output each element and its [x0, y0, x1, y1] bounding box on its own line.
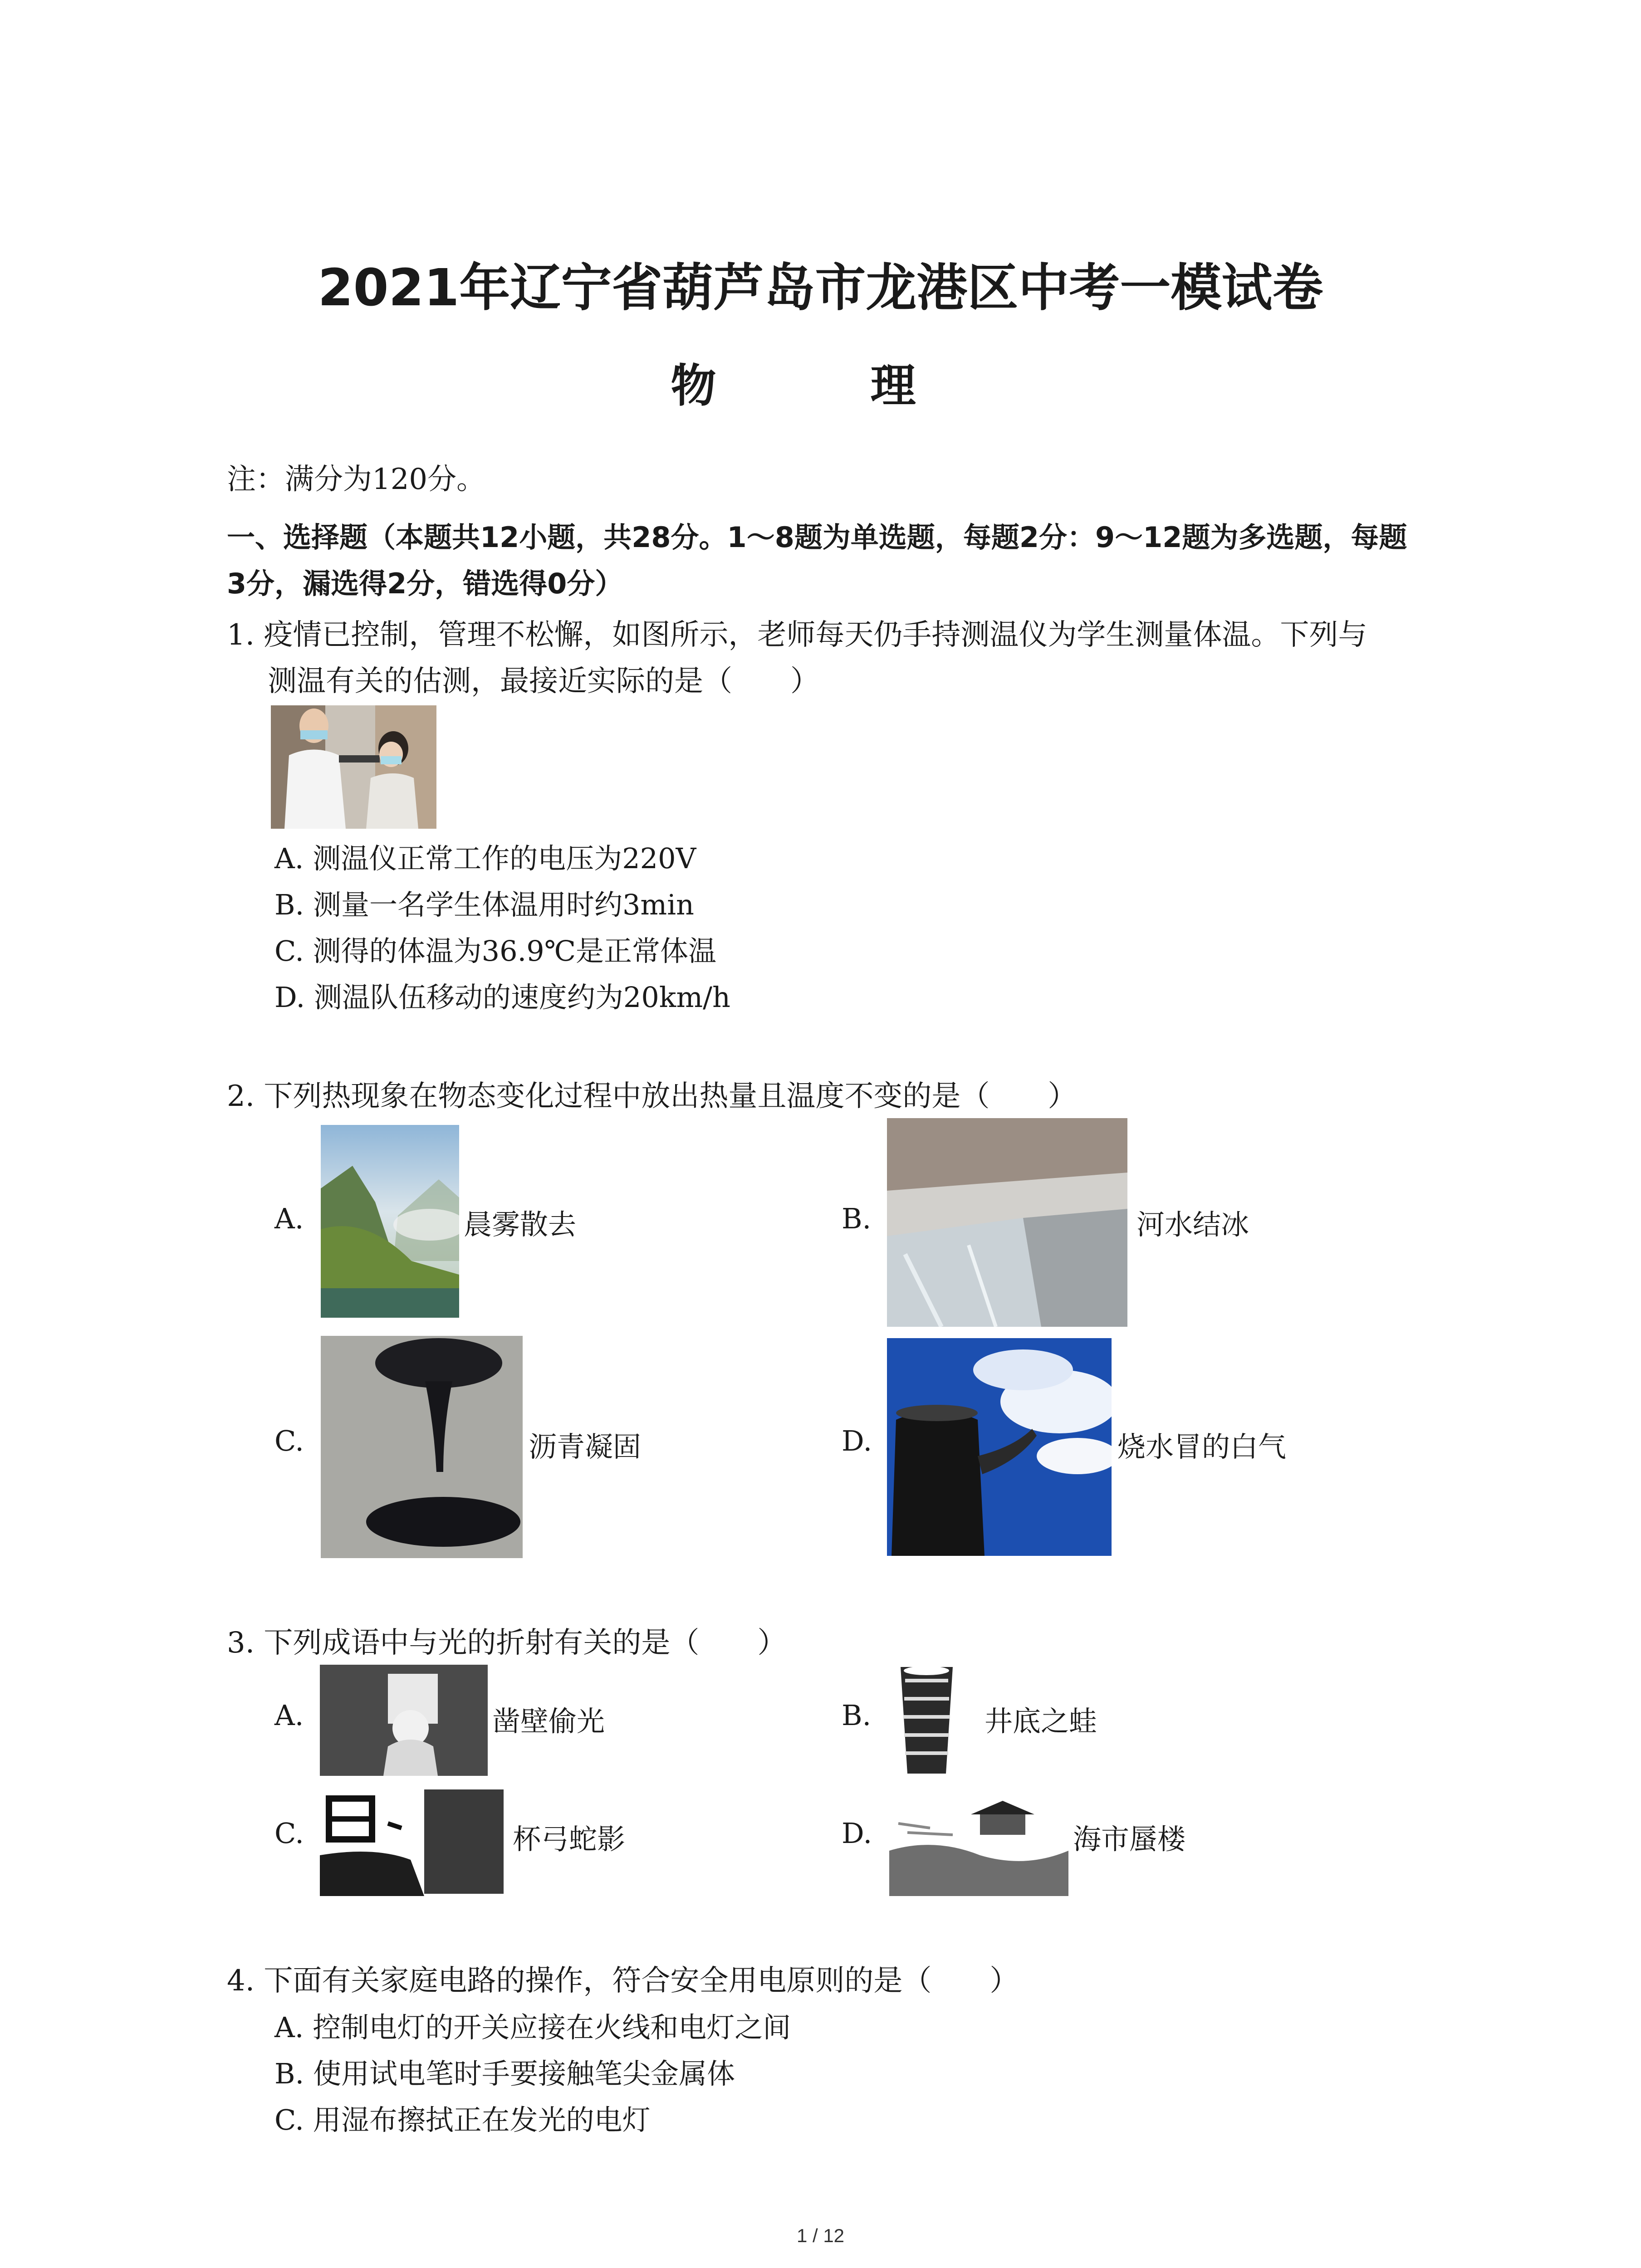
q4-option-c: C. 用湿布擦拭正在发光的电灯 — [274, 2103, 651, 2136]
q1-option-d: D. 测温队伍移动的速度约为20km/h — [274, 981, 730, 1014]
q2-option-c-letter: C. — [274, 1424, 304, 1457]
q3-option-a-text: 凿壁偷光 — [492, 1705, 605, 1738]
temperature-check-illustration — [271, 705, 436, 829]
q2-stem: 2. 下列热现象在物态变化过程中放出热量且温度不变的是（ ） — [227, 1080, 1077, 1113]
q2-kettle-steam-photo — [887, 1338, 1112, 1556]
subject-title: 物 理 — [671, 359, 970, 412]
q1-option-c: C. 测得的体温为36.9℃是正常体温 — [274, 934, 717, 968]
well-frog-illustration — [896, 1662, 957, 1778]
q2-option-d-letter: D. — [842, 1424, 872, 1457]
q3-option-b-letter: B. — [842, 1699, 872, 1732]
wall-light-illustration — [320, 1665, 488, 1776]
q2-option-b-letter: B. — [842, 1202, 872, 1235]
q1-stem-line2: 测温有关的估测，最接近实际的是（ ） — [268, 665, 819, 698]
bow-snake-illustration — [320, 1783, 506, 1896]
q2-option-d-text: 烧水冒的白气 — [1117, 1430, 1287, 1463]
page-number: 1 / 12 — [796, 2225, 845, 2246]
q2-morning-fog-photo — [321, 1125, 459, 1318]
q4-option-a: A. 控制电灯的开关应接在火线和电灯之间 — [274, 2011, 791, 2044]
q2-option-a-text: 晨雾散去 — [464, 1208, 577, 1241]
q1-option-b: B. 测量一名学生体温用时约3min — [274, 888, 694, 921]
q4-stem: 4. 下面有关家庭电路的操作，符合安全用电原则的是（ ） — [227, 1964, 1019, 1998]
river-ice-illustration — [887, 1118, 1127, 1327]
q3-option-c-letter: C. — [274, 1817, 304, 1850]
q3-stem: 3. 下列成语中与光的折射有关的是（ ） — [227, 1626, 787, 1660]
q3-option-c-text: 杯弓蛇影 — [513, 1823, 626, 1856]
exam-title: 2021年辽宁省葫芦岛市龙港区中考一模试卷 — [318, 259, 1323, 318]
q1-stem-line1: 1. 疫情已控制，管理不松懈，如图所示，老师每天仍手持测温仪为学生测量体温。下列与 — [227, 618, 1367, 652]
q3-mirage-drawing — [889, 1783, 1068, 1896]
q2-option-b-text: 河水结冰 — [1136, 1208, 1249, 1241]
q4-option-b: B. 使用试电笔时手要接触笔尖金属体 — [274, 2057, 735, 2090]
q2-option-c-text: 沥青凝固 — [529, 1430, 642, 1463]
asphalt-pour-illustration — [321, 1336, 523, 1558]
q3-bow-snake-drawing — [320, 1783, 506, 1896]
q1-temperature-check-photo — [271, 705, 436, 829]
morning-fog-illustration — [321, 1125, 459, 1318]
mirage-illustration — [889, 1783, 1068, 1896]
q3-wall-light-drawing — [320, 1665, 488, 1776]
q2-option-a-letter: A. — [274, 1202, 304, 1235]
q3-option-b-text: 井底之蛙 — [985, 1705, 1097, 1738]
q3-option-a-letter: A. — [274, 1699, 304, 1732]
kettle-steam-illustration — [887, 1338, 1112, 1556]
section-heading-line1: 一、选择题（本题共12小题，共28分。1～8题为单选题，每题2分：9～12题为多选题，每题 — [227, 521, 1407, 554]
q2-river-ice-photo — [887, 1118, 1127, 1327]
section-heading-line2: 3分，漏选得2分，错选得0分） — [227, 567, 623, 600]
score-note: 注：满分为120分。 — [227, 463, 486, 496]
q3-well-frog-drawing — [896, 1662, 957, 1778]
q1-option-a: A. 测温仪正常工作的电压为220V — [274, 842, 696, 875]
q2-asphalt-photo — [321, 1336, 523, 1558]
q3-option-d-letter: D. — [842, 1817, 872, 1850]
q3-option-d-text: 海市蜃楼 — [1073, 1823, 1186, 1856]
